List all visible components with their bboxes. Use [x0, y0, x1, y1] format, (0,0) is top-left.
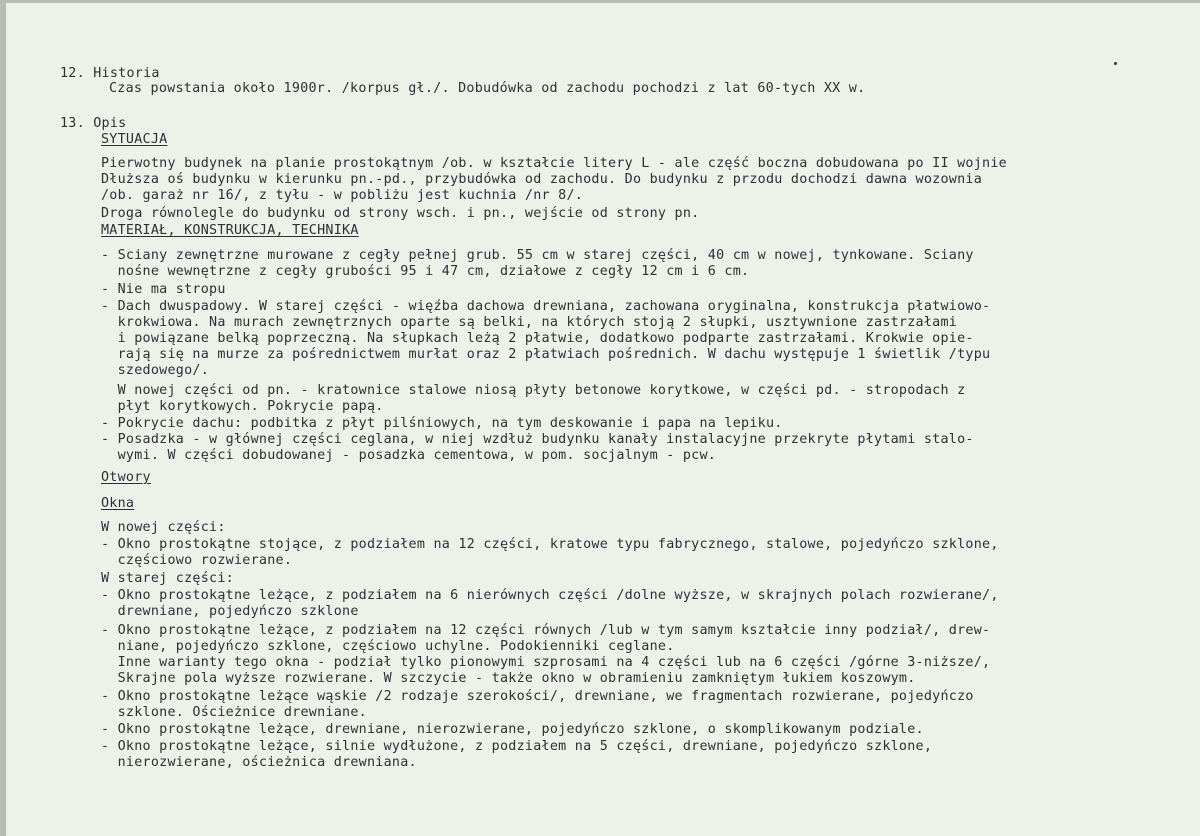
text-line: - Okno prostokątne leżące wąskie /2 rodzaje szerokości/, drewniane, we fragmentach rozwierane, pojedyńczo: [101, 689, 974, 704]
top-card-edge: [0, 0, 1200, 3]
text-line: wymi. W części dobudowanej - posadzka cementowa, w pom. socjalnym - pcw.: [101, 448, 717, 463]
text-line: rają się na murze za pośrednictwem murłat oraz 2 płatwiach pośrednich. W dachu występuje 1 świetlik /typu: [101, 347, 991, 362]
text-line: - Sciany zewnętrzne murowane z cegły pełnej grub. 55 cm w starej części, 40 cm w nowej, tynkowane. Sciany: [101, 248, 974, 263]
left-card-edge: [0, 0, 6, 836]
text-line: częściowo rozwierane.: [101, 553, 293, 568]
text-line: Droga równolegle do budynku od strony wsch. i pn., wejście od strony pn.: [101, 206, 700, 221]
text-line: - Pokrycie dachu: podbitka z płyt pilśniowych, na tym deskowanie i papa na lepiku.: [101, 416, 783, 431]
text-line: Inne warianty tego okna - podział tylko pionowymi szprosami na 4 części lub na 6 części /górne 3-niższe/,: [101, 655, 991, 670]
text-line: Pierwotny budynek na planie prostokątnym /ob. w kształcie litery L - ale część boczna dobudowana po II wojnie: [101, 156, 1007, 171]
text-line: - Okno prostokątne leżące, z podziałem na 6 nierównych części /dolne wyższe, w skrajnych polach rozwierane/,: [101, 588, 999, 603]
text-line: - Okno prostokątne leżące, drewniane, nierozwierane, pojedyńczo szklone, o skomplikowanym podziale.: [101, 722, 924, 737]
ink-speck: [1114, 62, 1117, 65]
text-line: - Dach dwuspadowy. W starej części - więźba dachowa drewniana, zachowana oryginalna, konstrukcja płatwiowo-: [101, 299, 991, 314]
text-line: W nowej części od pn. - kratownice stalowe niosą płyty betonowe korytkowe, w części pd. - stropodach z: [101, 383, 966, 398]
section-13-heading: 13. Opis: [60, 116, 127, 131]
text-line: drewniane, pojedyńczo szklone: [101, 604, 359, 619]
text-line: nierozwierane, ościeżnica drewniana.: [101, 755, 417, 770]
text-line: W starej części:: [101, 571, 234, 586]
text-line: - Okno prostokątne leżące, z podziałem na 12 części równych /lub w tym samym kształcie inny podział/, drew-: [101, 623, 991, 638]
text-line: szklone. Ościeżnice drewniane.: [101, 705, 367, 720]
text-line: i powiązane belką poprzeczną. Na słupkach leżą 2 płatwie, dodatkowo podparte zastrzałami. Krokwie opie-: [101, 331, 974, 346]
sytuacja-heading: SYTUACJA: [101, 132, 168, 147]
text-line: Dłuższa oś budynku w kierunku pn.-pd., przybudówka od zachodu. Do budynku z przodu dochodzi dawna wozownia: [101, 172, 983, 187]
text-line: płyt korytkowych. Pokrycie papą.: [101, 399, 384, 414]
text-line: niane, pojedyńczo szklone, częściowo uchylne. Podokienniki ceglane.: [101, 639, 675, 654]
text-line: nośne wewnętrzne z cegły grubości 95 i 47 cm, działowe z cegły 12 cm i 6 cm.: [101, 264, 750, 279]
text-line: W nowej części:: [101, 520, 226, 535]
text-line: - Okno prostokątne stojące, z podziałem na 12 części, kratowe typu fabrycznego, stalowe, pojedyńczo szklone,: [101, 537, 999, 552]
text-line: szedowego/.: [101, 363, 210, 378]
text-line: - Nie ma stropu: [101, 282, 226, 297]
section-12-heading: 12. Historia: [60, 66, 160, 81]
text-line: Skrajne pola wyższe rozwierane. W szczycie - także okno w obramieniu zamkniętym łukiem koszowym.: [101, 671, 916, 686]
otwory-heading: Otwory: [101, 470, 151, 485]
text-line: - Okno prostokątne leżące, silnie wydłużone, z podziałem na 5 części, drewniane, pojedyńczo szklone,: [101, 739, 933, 754]
material-heading: MATERIAŁ, KONSTRUKCJA, TECHNIKA: [101, 223, 359, 238]
okna-heading: Okna: [101, 496, 135, 511]
section-12-text: Czas powstania około 1900r. /korpus gł./. Dobudówka od zachodu pochodzi z lat 60-tych XX w.: [109, 81, 866, 96]
text-line: /ob. garaż nr 16/, z tyłu - w pobliżu jest kuchnia /nr 8/.: [101, 188, 584, 203]
text-line: - Posadzka - w głównej części ceglana, w niej wzdłuż budynku kanały instalacyjne przekryte płytami stalo-: [101, 432, 974, 447]
text-line: krokwiowa. Na murach zewnętrznych oparte są belki, na których stoją 2 słupki, usztywnione zastrzałami: [101, 315, 958, 330]
